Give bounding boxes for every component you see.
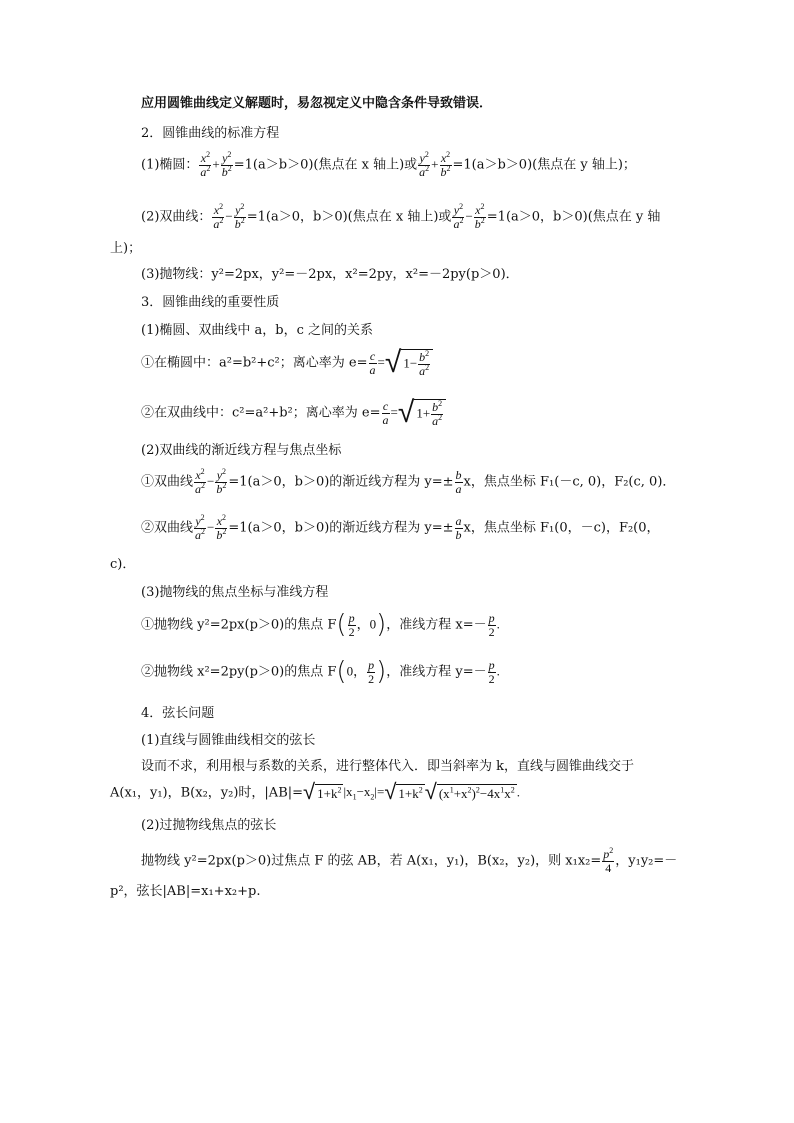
asymptote-line-2: ②双曲线 $\frac{y^2}{a^2}$ − $\frac{x^2}{b^2}$ =1(a＞0，b＞0)的渐近线方程为 y=± $\frac{a}{b}$ x，焦点坐标 F₁(0，－c)，F₂(0， <box>141 513 660 542</box>
focal-chord-line-1: 抛物线 y²=2px(p＞0)过焦点 F 的弦 AB，若 A(x₁，y₁)，B(x₂，y₂)，则 x₁x₂= $\frac{p^2}{4}$ ，y₁y₂=－ <box>141 846 678 875</box>
asymptote-heading: (2)双曲线的渐近线方程与焦点坐标 <box>141 443 342 458</box>
hyperbola-equation-line: (2)双曲线： $\frac{x^2}{a^2}$ − $\frac{y^2}{b^2}$ =1(a＞0，b＞0)(焦点在 x 轴上)或 $\frac{y^2}{a^2}$ − $\frac{x^2}{b^2}$ =1(a＞0，b＞0)(焦点在 y 轴 <box>141 202 661 231</box>
focal-chord-line-2: p²，弦长|AB|=x₁+x₂+p. <box>110 884 261 899</box>
focus-heading: (3)抛物线的焦点坐标与准线方程 <box>141 585 329 600</box>
asymptote-line-1: ①双曲线 $\frac{x^2}{a^2}$ − $\frac{y^2}{b^2}$ =1(a＞0，b＞0)的渐近线方程为 y=± $\frac{b}{a}$ x，焦点坐标 F₁(－c, 0)，F₂(c, 0)． <box>141 467 676 496</box>
fraction-y2-a2: $\frac{y^2}{a^2}$ <box>419 150 430 179</box>
section-2-heading: 2．圆锥曲线的标准方程 <box>141 126 280 141</box>
asymptote-continuation: c)． <box>110 557 136 572</box>
focus-line-2: ②抛物线 x²=2py(p＞0)的焦点 F(0， $\frac{p}{2}$ )，准线方程 y=－ $\frac{p}{2}$ . <box>141 656 500 687</box>
warning-note: 应用圆锥曲线定义解题时，易忽视定义中隐含条件导致错误． <box>141 96 493 111</box>
hyperbola-continuation: 上)； <box>110 241 142 256</box>
hyperbola-eccentricity-line: ②在双曲线中：c²=a²+b²；离心率为 e= $\frac{c}{a}$ =√ 1+ $\frac{b^2}{a^2}$ <box>141 399 446 427</box>
chord-heading: (1)直线与圆锥曲线相交的弦长 <box>141 733 316 748</box>
focal-chord-heading: (2)过抛物线焦点的弦长 <box>141 818 277 833</box>
chord-text: 设而不求，利用根与系数的关系，进行整体代入．即当斜率为 k，直线与圆锥曲线交于 <box>141 759 635 774</box>
parabola-equation-line: (3)抛物线：y²=2px，y²=－2px，x²=2py，x²=－2py(p＞0)． <box>141 267 519 282</box>
ellipse-eccentricity-line: ①在椭圆中：a²=b²+c²；离心率为 e= $\frac{c}{a}$ =√ 1− $\frac{b^2}{a^2}$ <box>141 349 433 377</box>
fraction-x2-a2: $\frac{x^2}{a^2}$ <box>200 150 211 179</box>
sqrt-sign: √ 1− $\frac{b^2}{a^2}$ <box>385 349 433 377</box>
section-3-heading: 3．圆锥曲线的重要性质 <box>141 295 280 310</box>
chord-length-formula: A(x₁，y₁)，B(x₂，y₂)时，|AB|=√ $1+k^2$ $|x_1-x_2|=√$ $1+k^2√$ $(x^1+x^2)^2-4x^1x^2$ . <box>110 780 520 805</box>
fraction-y2-b2: $\frac{y^2}{b^2}$ <box>221 150 232 179</box>
focus-line-1: ①抛物线 y²=2px(p＞0)的焦点 F( $\frac{p}{2}$ ，0)，准线方程 x=－ $\frac{p}{2}$ . <box>141 609 500 640</box>
fraction-x2-b2: $\frac{x^2}{b^2}$ <box>440 150 451 179</box>
section-4-heading: 4．弦长问题 <box>141 706 215 721</box>
abc-relation-heading: (1)椭圆、双曲线中 a，b，c 之间的关系 <box>141 323 374 338</box>
ellipse-equation-line: (1)椭圆： $\frac{x^2}{a^2}$ + $\frac{y^2}{b^2}$ =1(a＞b＞0)(焦点在 x 轴上)或 $\frac{y^2}{a^2}$ + $\frac{x^2}{b^2}$ =1(a＞b＞0)(焦点在 y 轴上)； <box>141 150 636 179</box>
